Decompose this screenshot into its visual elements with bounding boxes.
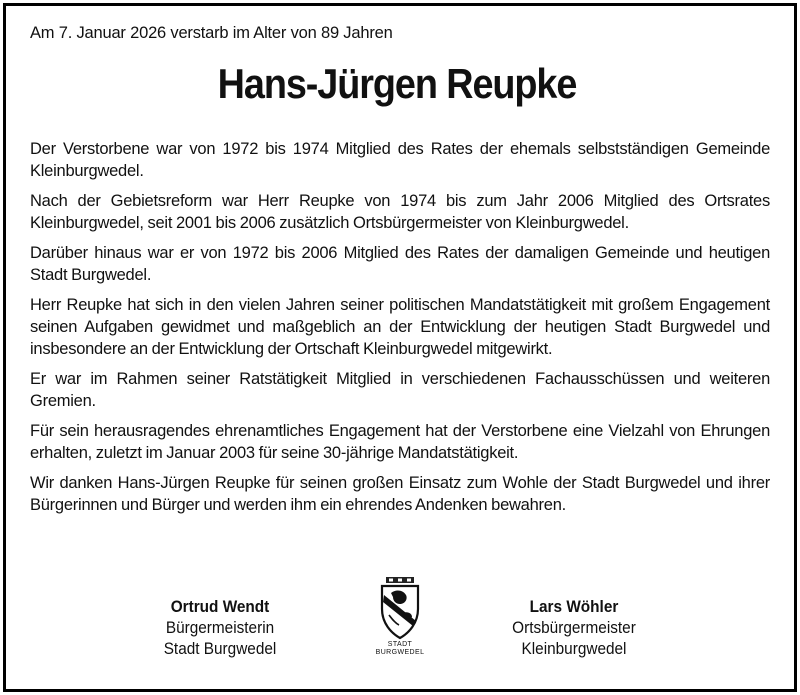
signatory-place: Kleinburgwedel: [521, 640, 627, 658]
deceased-name: Hans-Jürgen Reupke: [217, 60, 577, 107]
signatory-mayor: [127, 597, 313, 660]
signatory-place: Stadt Burgwedel: [163, 640, 277, 658]
coat-of-arms-icon: [377, 575, 423, 641]
signatory-role: Bürgermeisterin: [165, 619, 275, 637]
paragraph: Er war im Rahmen seiner Ratstätigkeit Mitglied in verschiedenen Fachausschüssen und weiteren Gremien.: [30, 370, 770, 410]
signatory-ortsbuergermeister: [481, 597, 667, 660]
crest-label-line2: BURGWEDEL: [375, 649, 425, 656]
paragraph: Herr Reupke hat sich in den vielen Jahren seiner politischen Mandatstätigkeit mit großem Engagement seinen Aufgaben gewidmet und maßgeblich an der Entwicklung der heutigen Stadt Burgwedel und insbesondere an der Entwicklung der Ortschaft Kleinburgwedel mitgewirkt.: [30, 296, 770, 358]
paragraph: Darüber hinaus war er von 1972 bis 2006 Mitglied des Rates der damaligen Gemeinde und heutigen Stadt Burgwedel.: [30, 244, 770, 284]
paragraph: Der Verstorbene war von 1972 bis 1974 Mitglied des Rates der ehemals selbstständigen Gemeinde Kleinburgwedel.: [30, 140, 770, 180]
crest-label-line1: STADT: [387, 641, 413, 648]
death-notice-intro: Am 7. Januar 2026 verstarb im Alter von 89 Jahren: [30, 24, 393, 42]
paragraph: Für sein herausragendes ehrenamtliches Engagement hat der Verstorbene eine Vielzahl von Ehrungen erhalten, zuletzt im Januar 2003 für seine 30-jährige Mandatstätigkeit.: [30, 422, 770, 462]
obituary-body: [30, 138, 770, 524]
paragraph: Wir danken Hans-Jürgen Reupke für seinen großen Einsatz zum Wohle der Stadt Burgwedel und ihrer Bürgerinnen und Bürger und werden ihm ein ehrendes Andenken bewahren.: [30, 474, 770, 514]
signatory-role: Ortsbürgermeister: [512, 619, 636, 637]
signatory-name: Lars Wöhler: [529, 598, 619, 616]
city-crest: [364, 575, 436, 675]
paragraph: Nach der Gebietsreform war Herr Reupke von 1974 bis zum Jahr 2006 Mitglied des Ortsrates Kleinburgwedel, seit 2001 bis 2006 zusätzlich Ortsbürgermeister von Kleinburgwedel.: [30, 192, 770, 232]
signatory-name: Ortrud Wendt: [170, 598, 270, 616]
